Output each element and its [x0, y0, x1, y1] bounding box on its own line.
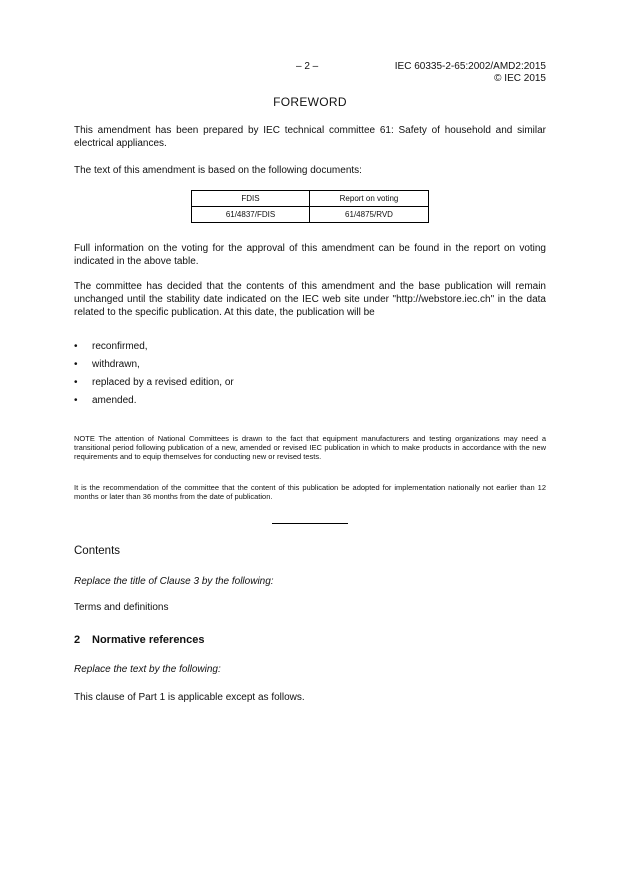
table-header-cell: FDIS: [192, 191, 310, 207]
list-item-text: amended.: [92, 395, 137, 406]
foreword-paragraph-3: Full information on the voting for the approval of this amendment can be found in the report on voting indicated in the above table.: [74, 243, 546, 267]
section-text: This clause of Part 1 is applicable except as follows.: [74, 692, 305, 703]
bullet-icon: •: [74, 359, 78, 370]
contents-text: Terms and definitions: [74, 602, 169, 613]
section-instruction: Replace the text by the following:: [74, 664, 221, 675]
copyright: © IEC 2015: [494, 73, 546, 84]
section-heading: [74, 634, 205, 646]
table-cell: 61/4875/RVD: [310, 207, 429, 223]
section-number: 2: [74, 634, 81, 646]
table-cell: 61/4837/FDIS: [192, 207, 310, 223]
table-header-row: [192, 191, 429, 207]
page-number: – 2 –: [296, 61, 319, 72]
contents-instruction: Replace the title of Clause 3 by the following:: [74, 576, 274, 587]
list-item-text: withdrawn,: [92, 359, 140, 370]
bullet-icon: •: [74, 395, 78, 406]
document-body: [74, 0, 546, 877]
list-item: [74, 376, 234, 394]
section-divider: [272, 523, 348, 524]
foreword-paragraph-4: The committee has decided that the contents of this amendment and the base publication will remain unchanged until the stability date indicated on the IEC web site under "http://webstore.iec.ch" in the data related to the specific publication. At this date, the publication will be: [74, 281, 546, 318]
foreword-title: FOREWORD: [273, 95, 347, 109]
documents-table: [191, 190, 429, 223]
note-paragraph: NOTE The attention of National Committees is drawn to the fact that equipment manufacturers and testing organizations may need a transitional period following publication of a new, amended or revised IEC publication in which to make products in accordance with the new requirements and to equip themselves for conducting new or revised tests.: [74, 434, 546, 461]
table-row: [192, 207, 429, 223]
list-item: [74, 358, 234, 376]
standard-id: IEC 60335-2-65:2002/AMD2:2015: [394, 61, 546, 72]
contents-heading: Contents: [74, 545, 121, 557]
list-item-text: replaced by a revised edition, or: [92, 377, 234, 388]
list-item: [74, 394, 234, 412]
table-header-cell: Report on voting: [310, 191, 429, 207]
foreword-paragraph-2: The text of this amendment is based on the following documents:: [74, 165, 362, 176]
section-title: Normative references: [92, 634, 205, 646]
bullet-icon: •: [74, 377, 78, 388]
list-item-text: reconfirmed,: [92, 341, 148, 352]
foreword-paragraph-1: This amendment has been prepared by IEC technical committee 61: Safety of household and similar electrical appliances.: [74, 125, 546, 149]
list-item: [74, 340, 234, 358]
publication-outcomes-list: [74, 340, 234, 412]
bullet-icon: •: [74, 341, 78, 352]
recommendation-paragraph: It is the recommendation of the committee that the content of this publication be adopted for implementation nationally not earlier than 12 months or later than 36 months from the date of publication.: [74, 483, 546, 501]
